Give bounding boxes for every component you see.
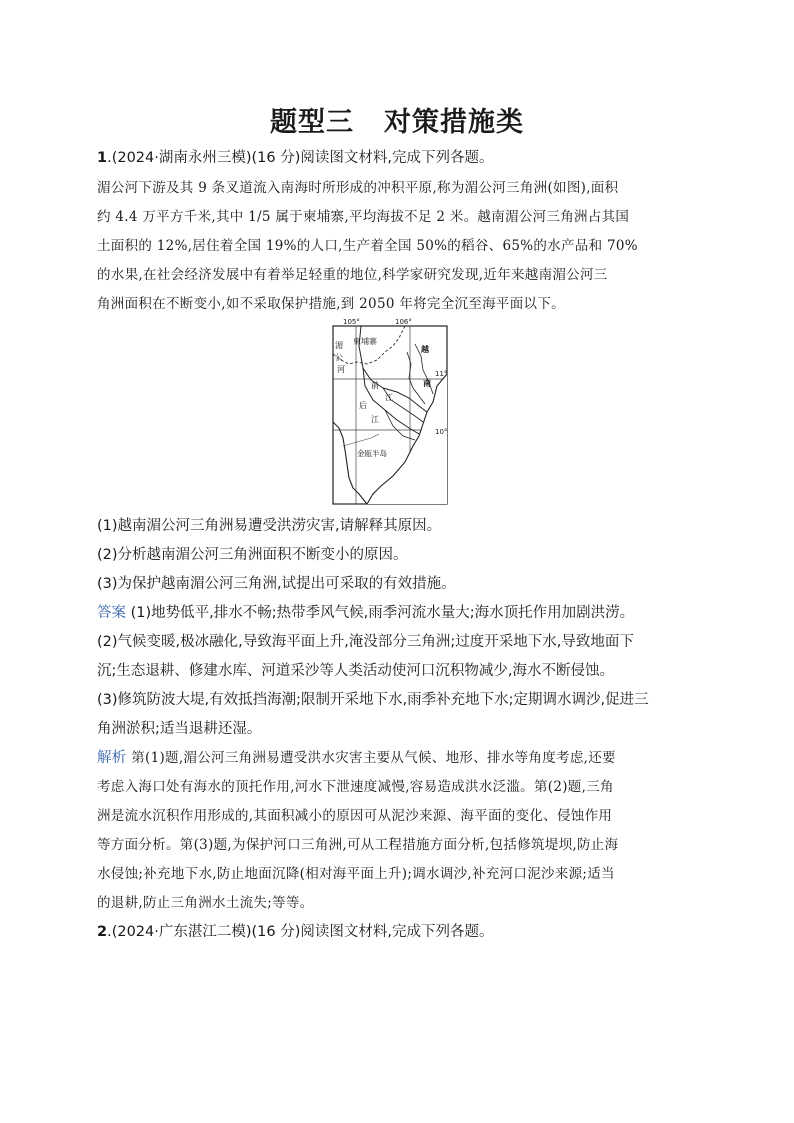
analysis-line: 水侵蚀;补充地下水,防止地面沉降(相对海平面上升);调水调沙,补充河口泥沙来源;适当 [97,866,615,882]
label-mekong-1: 湄 [335,341,343,350]
label-qianjiang-1: 前 [371,381,379,390]
sub-question-3: (3)为保护越南湄公河三角洲,试提出可采取的有效措施。 [97,576,456,592]
answer-line [97,603,707,623]
analysis-line: 考虑入海口处有海水的顶托作用,河水下泄速度减慢,容易造成洪水泛滥。第(2)题,三角 [97,779,614,795]
lon-label-106: 106° [395,318,412,326]
label-houjiang-2: 江 [371,415,379,424]
question-2-header [97,922,707,942]
material-line: 约 4.4 万平方千米,其中 1/5 属于柬埔寨,平均海拔不足 2 米。越南湄公河三角洲占其国 [97,209,630,225]
label-camau: 金瓯半岛 [357,449,387,458]
page-title [0,100,794,139]
question-1-source: .(2024·湖南永州三模)(16 分)阅读图文材料,完成下列各题。 [107,150,494,166]
label-vietnam-1: 越 [421,345,429,354]
analysis-line [97,748,707,768]
label-qianjiang-2: 江 [385,393,393,402]
question-2-source: .(2024·广东湛江二模)(16 分)阅读图文材料,完成下列各题。 [107,924,494,940]
material-line: 的水果,在社会经济发展中有着举足轻重的地位,科学家研究发现,近年来越南湄公河三 [97,267,608,283]
analysis-label: 解析 [97,750,127,766]
label-cambodia: 柬埔寨 [353,337,377,346]
lat-label-10: 10° [435,428,448,436]
material-line: 土面积的 12%,居住着全国 19%的人口,生产着全国 50%的稻谷、65%的水产品和 70% [97,238,638,254]
label-mekong-3: 河 [337,365,345,374]
mekong-delta-map [333,318,448,504]
answer-line: (2)气候变暖,极冰融化,导致海平面上升,淹没部分三角洲;过度开采地下水,导致地面下 [97,634,634,650]
material-line: 角洲面积在不断变小,如不采取保护措施,到 2050 年将完全沉至海平面以下。 [97,296,565,312]
label-vietnam-2: 南 [423,379,431,388]
analysis-line: 等方面分析。第(3)题,为保护河口三角洲,可从工程措施方面分析,包括修筑堤坝,防止海 [97,837,619,853]
answer-text: (1)地势低平,排水不畅;热带季风气候,雨季河流水量大;海水顶托作用加剧洪涝。 [126,605,635,621]
analysis-line: 的退耕,防止三角洲水土流失;等等。 [97,895,314,911]
sub-question-1: (1)越南湄公河三角洲易遭受洪涝灾害,请解释其原因。 [97,518,442,534]
sub-question-2: (2)分析越南湄公河三角洲面积不断变小的原因。 [97,547,408,563]
answer-line: 角洲淤积;适当退耕还湿。 [97,721,262,737]
title-sub: 对策措施类 [384,107,524,138]
label-mekong-2: 公 [335,353,343,362]
material-line: 湄公河下游及其 9 条叉道流入南海时所形成的冲积平原,称为湄公河三角洲(如图),面积 [97,180,619,196]
question-1-number: 1 [97,150,108,166]
analysis-line: 洲是流水沉积作用形成的,其面积减小的原因可从泥沙来源、海平面的变化、侵蚀作用 [97,808,613,824]
answer-line: (3)修筑防波大堤,有效抵挡海潮;限制开采地下水,雨季补充地下水;定期调水调沙,促进三 [97,692,649,708]
question-2-number: 2 [97,924,108,940]
question-1-header [97,148,707,168]
answer-line: 沉;生态退耕、修建水库、河道采沙等人类活动使河口沉积物减少,海水不断侵蚀。 [97,663,614,679]
analysis-text: 第(1)题,湄公河三角洲易遭受洪水灾害主要从气候、地形、排水等角度考虑,还要 [126,750,616,766]
lat-label-11: 11° [435,370,448,378]
answer-label: 答案 [97,605,126,621]
lon-label-105: 105° [343,318,360,326]
label-houjiang-1: 后 [359,401,367,410]
title-main: 题型三 [270,107,354,138]
map-svg [323,316,453,506]
